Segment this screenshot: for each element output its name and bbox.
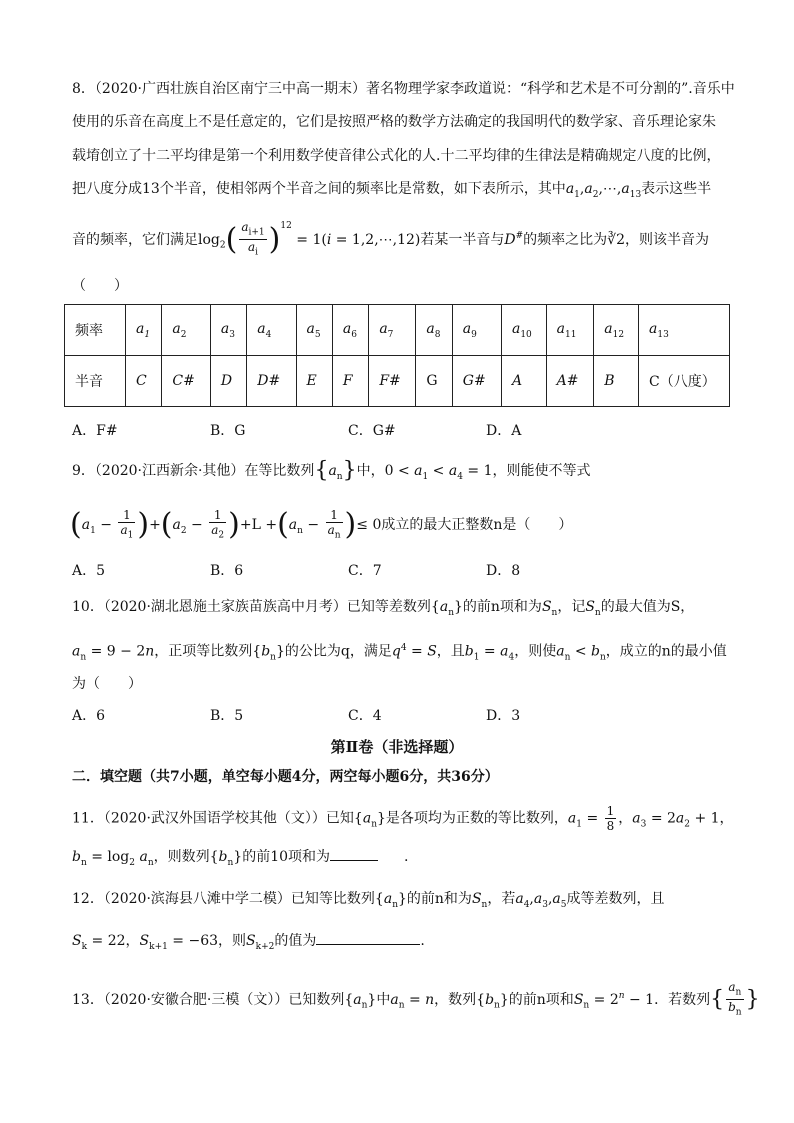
- table-cell: A: [501, 356, 546, 407]
- q8-option-b: B．G: [210, 423, 246, 439]
- table-cell: F#: [369, 356, 416, 407]
- section-subtitle: 二．填空题（共7小题，单空每小题4分，两空每小题6分，共36分）: [72, 769, 499, 785]
- q8-line-4: 把八度分成13个半音，使相邻两个半音之间的频率比是常数，如下表所示，其中$a_1,a_2,\cdots,a_{13}$表示这些半: [72, 181, 712, 200]
- table-cell: $a_{12}$: [594, 305, 639, 356]
- table-cell: $a_9$: [452, 305, 501, 356]
- table-cell: G: [416, 356, 452, 407]
- q8-line-3: 载堉创立了十二平均律是第一个利用数学使音律公式化的人.十二平均律的生律法是精确规定八度的比例，: [72, 148, 721, 164]
- freq-label: 频率: [65, 305, 126, 356]
- table-cell: A#: [546, 356, 594, 407]
- q8-line-5: 音的频率，它们满足$\log_2$( $\frac{a_{i+1}}{a_i}$ )$^{12}$ = 1(i = 1,2,⋯,12)若某一半音与D#的频率之比为∛2，则该半音为: [72, 220, 709, 258]
- q10-option-b: B．5: [210, 708, 244, 724]
- table-cell: G#: [452, 356, 501, 407]
- tone-label: 半音: [65, 356, 126, 407]
- q10-option-d: D．3: [486, 708, 521, 724]
- table-cell: $a_{10}$: [501, 305, 546, 356]
- table-cell: $a_1$: [126, 305, 162, 356]
- q11-line-1: 11．（2020·武汉外国语学校其他（文））已知$\{a_n\}$是各项均为正数的等比数列，$a_1$ = $\frac{1}{8}$ ，$a_3 = 2a_2 + 1$，: [72, 804, 734, 833]
- q8-option-d: D．A: [486, 423, 522, 439]
- q9-line-1: 9．（2020·江西新余·其他）在等比数列$\{a_n\}$中，$0 < a_1 < a_4 = 1$，则能使不等式: [72, 458, 591, 483]
- q10-line-1: 10．（2020·湖北恩施土家族苗族高中月考）已知等差数列$\{a_n\}$的前n项和为$S_n$，记$S_n$的最大值为S，: [72, 599, 695, 618]
- table-cell: B: [594, 356, 639, 407]
- table-cell: $a_{13}$: [639, 305, 730, 356]
- answer-blank[interactable]: [316, 930, 420, 945]
- q12-line-2: $S_k = 22$，$S_{k+1} = -63$，则$S_{k+2}$的值为 .: [72, 930, 425, 958]
- table-cell: C#: [162, 356, 211, 407]
- table-cell: C: [126, 356, 162, 407]
- q10-option-c: C．4: [348, 708, 382, 724]
- table-row-frequency: [65, 305, 730, 356]
- table-cell: D: [210, 356, 246, 407]
- q10-option-a: A．6: [72, 708, 106, 724]
- q8-option-c: C．G#: [348, 423, 396, 439]
- table-cell: $a_2$: [162, 305, 211, 356]
- answer-blank[interactable]: [330, 846, 378, 861]
- q9-option-b: B．6: [210, 563, 244, 579]
- q8-line-2: 使用的乐音在高度上不是任意定的，它们是按照严格的数学方法确定的我国明代的数学家、音乐理论家朱: [72, 114, 716, 130]
- table-cell: $a_4$: [247, 305, 296, 356]
- table-cell: D#: [247, 356, 296, 407]
- q9-option-d: D．8: [486, 563, 521, 579]
- table-cell: $a_3$: [210, 305, 246, 356]
- q8-answer-paren: （ ）: [72, 278, 128, 294]
- q9-line-2: ($a_1$ − $\frac{1}{a_1}$ )$+(a_2$ − $\frac{1}{a_2}$ )$+L +(a_n$ − $\frac{1}{a_n}$ )≤ 0成立的最大正整数n是（ ）: [70, 507, 573, 543]
- q9-option-c: C．7: [348, 563, 382, 579]
- table-cell: $a_6$: [332, 305, 368, 356]
- q13-line-1: 13．（2020·安徽合肥·三模（文））已知数列$\{a_n\}$中$a_n = n$，数列$\{b_n\}$的前n项和$S_n = 2^n - 1$．若数列{ $\frac{a_n}{b_n}$ }: [72, 980, 760, 1018]
- q10-line-3: 为（ ）: [72, 676, 142, 692]
- q12-line-1: 12．（2020·滨海县八滩中学二模）已知等比数列$\{a_n\}$的前n和为$S_n$，若$a_4,a_3,a_5$成等差数列，且: [72, 891, 665, 910]
- table-cell: $a_8$: [416, 305, 452, 356]
- section-title: 第Ⅱ卷（非选择题）: [330, 738, 464, 756]
- table-row-tone: [65, 356, 730, 407]
- q11-line-2: $b_n = \log_2 a_n$，则数列$\{b_n\}$的前10项和为 .: [72, 846, 409, 874]
- table-cell: F: [332, 356, 368, 407]
- table-cell: $a_{11}$: [546, 305, 594, 356]
- q8-line-1: 8．（2020·广西壮族自治区南宁三中高一期末）著名物理学家李政道说：“科学和艺术是不可分割的”.音乐中: [72, 81, 735, 97]
- table-cell: $a_5$: [296, 305, 332, 356]
- table-cell: E: [296, 356, 332, 407]
- table-cell: C（八度）: [639, 356, 730, 407]
- table-cell: $a_7$: [369, 305, 416, 356]
- q10-line-2: $a_n = 9 - 2n$，正项等比数列$\{b_n\}$的公比为q，满足$q^4 = S$，且$b_1 = a_4$，则使$a_n < b_n$，成立的n的最小值: [72, 643, 727, 663]
- q8-option-a: A．F#: [72, 423, 118, 439]
- q9-option-a: A．5: [72, 563, 106, 579]
- frequency-table: [64, 304, 730, 407]
